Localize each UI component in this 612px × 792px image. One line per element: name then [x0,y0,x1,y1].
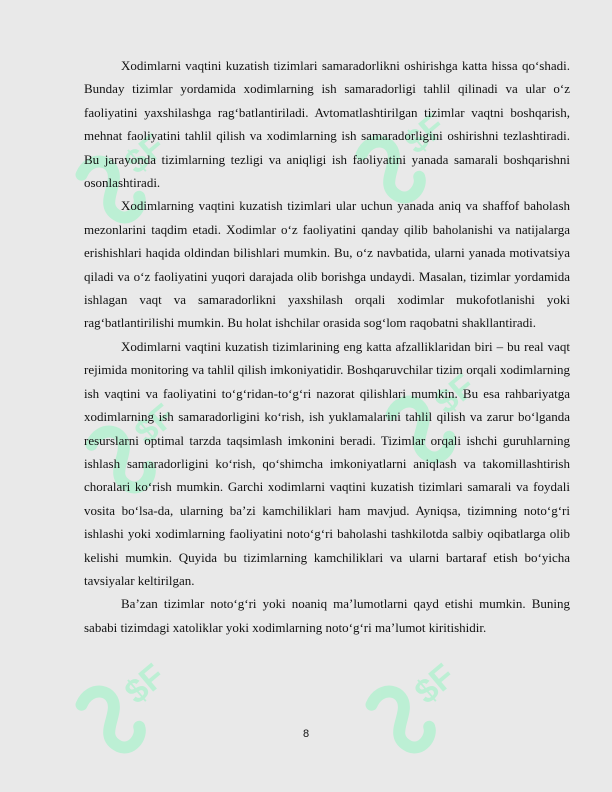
paragraph-2: Xodimlarning vaqtini kuzatish tizimlari ular uchun yanada aniq va shaffof baholash mezonlarini taqdim etadi. Xodimlar o‘z faoliyatini qanday qilib baholanishi va natijalarga erishishlari haqida oldindan bilishlari mumkin. Bu, o‘z navbatida, ularni yanada motivatsiya qiladi va o‘z faoliyatini yuqori darajada olib borishga undaydi. Masalan, tizimlar yordamida ishlagan vaqt va samaradorlikni yaxshilash orqali xodimlar mukofotlanishi yoki rag‘batlantirilishi mumkin. Bu holat ishchilar orasida sog‘lom raqobatni shakllantiradi. [84,198,570,331]
page-body [84,54,570,639]
svg-text:$F: $F [117,656,173,712]
paragraph-4: Ba’zan tizimlar noto‘g‘ri yoki noaniq ma’lumotlarni qayd etishi mumkin. Buning sababi tizimdagi xatoliklar yoki xodimlarning noto‘g‘ri ma’lumot kiritishidir. [84,596,570,635]
page-number: 8 [302,728,310,740]
svg-text:$F: $F [407,656,463,712]
svg-text:$F: $F [427,366,483,422]
svg-text:$F: $F [127,396,183,452]
paragraph-3: Xodimlarni vaqtini kuzatish tizimlarining eng katta afzalliklaridan biri – bu real vaqt rejimida monitoring va tahlil qilish imkoniyatidir. Boshqaruvchilar tizim orqali xodimlarning ish vaqtini va faoliyatini to‘g‘ridan-to‘g‘ri nazorat qilishlari mumkin. Bu esa rahbariyatga xodimlarning ish samaradorligini ko‘rish, ish yuklamalarini tahlil qilish va zarur bo‘lganda resurslarni optimal tarzda taqsimlash imkonini beradi. Tizimlar orqali ishchi guruhlarning ishlash samaradorligini ko‘rish, qo‘shimcha imkoniyatlarni aniqlash va takomillashtirish choralari ko‘rish mumkin. Garchi xodimlarni vaqtini kuzatish tizimlari samarali va foydali vosita bo‘lsa-da, ularning ba’zi kamchiliklari ham mavjud. Ayniqsa, tizimning noto‘g‘ri ishlashi yoki xodimlarning faoliyatini noto‘g‘ri baholashi tashkilotda salbiy oqibatlarga olib kelishi mumkin. Quyida bu tizimlarning kamchiliklari va ularni bartaraf etish bo‘yicha tavsiyalar keltirilgan. [84,338,570,588]
paragraph-1: Xodimlarni vaqtini kuzatish tizimlari samaradorlikni oshirishga katta hissa qo‘shadi. Bunday tizimlar yordamida xodimlarning ish samaradorligi tahlil qilinadi va ular o‘z faoliyatini yaxshilashga rag‘batlantiriladi. Avtomatlashtirilgan tizimlar vaqtni boshqarish, mehnat faoliyatini tahlil qilish va xodimlarning ish samaradorligini oshirishni tezlashtiradi. Bu jarayonda tizimlarning tezligi va aniqligi ish faoliyatini yanada samarali boshqarishni osonlashtiradi. [84,58,570,191]
svg-text:$F: $F [397,106,453,162]
svg-text:$F: $F [117,126,173,182]
